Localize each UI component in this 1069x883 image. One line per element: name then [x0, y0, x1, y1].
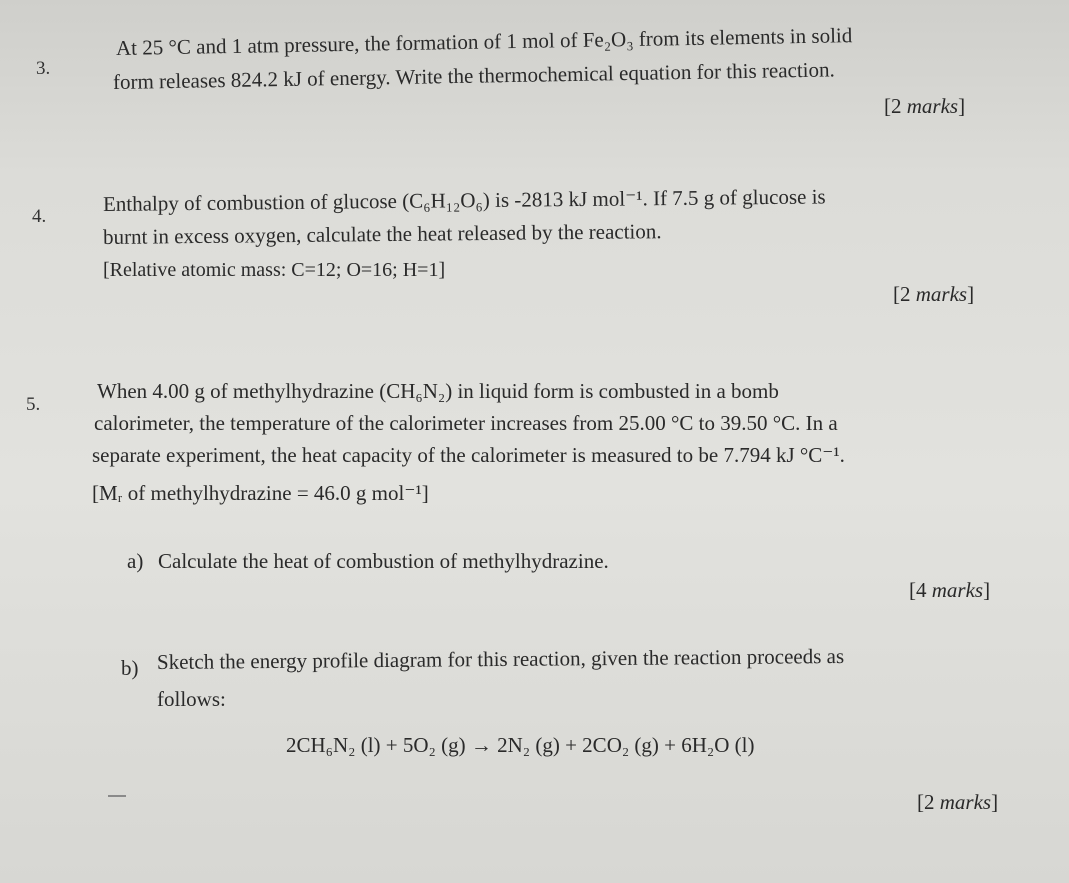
pencil-mark: [108, 795, 126, 797]
chemical-equation: 2CH₆N₂ (l) + 5O₂ (g) → 2N₂ (g) + 2CO₂ (g) + 6H₂O (l): [286, 733, 755, 757]
part-text: Calculate the heat of combustion of methylhydrazine.: [158, 549, 609, 573]
question-text-line: [Mᵣ of methylhydrazine = 46.0 g mol⁻¹]: [92, 481, 429, 505]
part-text: follows:: [157, 687, 226, 711]
question-text-line: separate experiment, the heat capacity of the calorimeter is measured to be 7.794 kJ °C⁻¹.: [92, 443, 845, 467]
part-label: a): [127, 549, 144, 573]
marks-label: [4 marks]: [909, 578, 991, 602]
question-text-line: Enthalpy of combustion of glucose (C₆H₁₂O₆) is -2813 kJ mol⁻¹. If 7.5 g of glucose is: [102, 184, 826, 216]
marks-label: [2 marks]: [917, 790, 999, 814]
question-number: 5.: [26, 394, 41, 415]
question-text-line: form releases 824.2 kJ of energy. Write the thermochemical equation for this reaction.: [112, 57, 835, 94]
part-label: b): [121, 656, 139, 680]
question-text-line: When 4.00 g of methylhydrazine (CH₆N₂) in liquid form is combusted in a bomb: [97, 379, 779, 403]
question-text-line: [Relative atomic mass: C=12; O=16; H=1]: [103, 259, 446, 281]
question-number: 3.: [36, 58, 51, 79]
marks-label: [2 marks]: [884, 94, 966, 118]
question-text-line: calorimeter, the temperature of the calorimeter increases from 25.00 °C to 39.50 °C. In a: [94, 411, 838, 435]
marks-label: [2 marks]: [893, 282, 975, 306]
question-text-line: At 25 °C and 1 atm pressure, the formation of 1 mol of Fe₂O₃ from its elements in solid: [115, 23, 853, 60]
part-text: Sketch the energy profile diagram for this reaction, given the reaction proceeds as: [156, 644, 845, 674]
question-number: 4.: [32, 206, 47, 227]
question-text-line: burnt in excess oxygen, calculate the heat released by the reaction.: [102, 219, 662, 249]
